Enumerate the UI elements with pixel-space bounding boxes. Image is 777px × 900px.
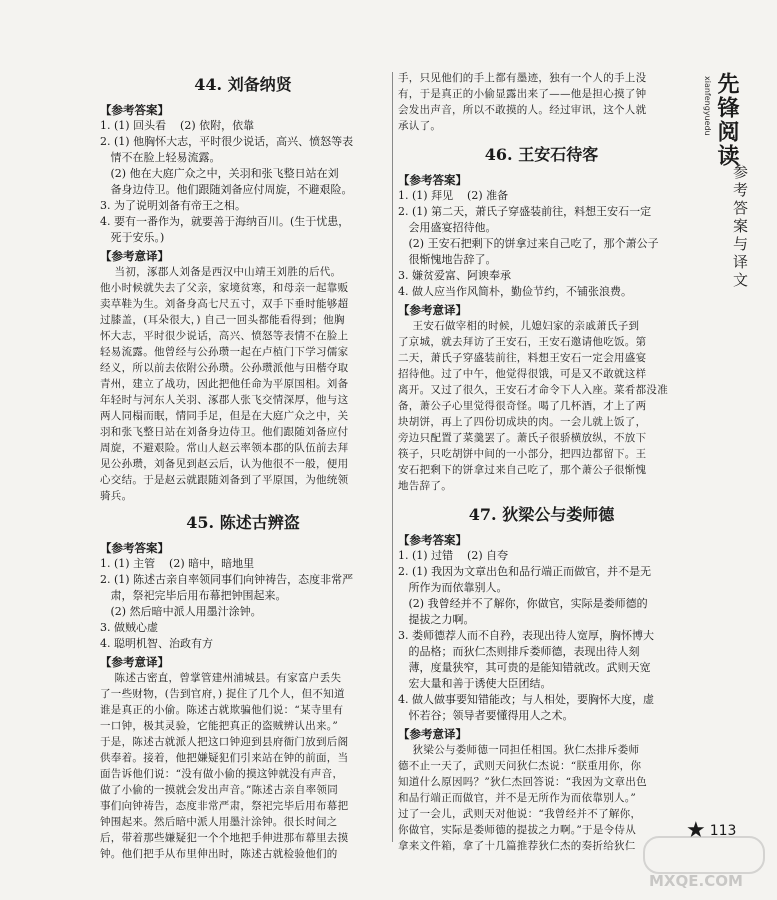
- translation-line: 周旋，不避艰险。常山人赵云率领本郡的队伍前去拜: [100, 442, 349, 454]
- right-column: [398, 70, 685, 854]
- translation-line: 过膝盖，(耳朵很大，) 自己一回头都能看得到；他胸: [100, 314, 345, 326]
- answer-line: (2) 王安石把剩下的饼拿过来自己吃了，那个萧公子: [398, 237, 659, 250]
- translation-46: [398, 318, 685, 494]
- watermark-logo: [643, 836, 765, 874]
- translation-line: 手，只见他们的手上都有墨迹，独有一个人的手上没: [398, 72, 647, 84]
- translation-line: 旁边只配置了菜羹罢了。萧氏子很骄横放纵，不放下: [398, 432, 647, 444]
- answer-line: 死于安乐。): [100, 231, 165, 244]
- translation-line: 见公孙瓒，刘备见到赵云后，认为他很不一般，便用: [100, 458, 349, 470]
- page-number-text: 113: [709, 823, 737, 839]
- translation-45: [100, 670, 386, 862]
- translation-line: 陈述古密直，曾掌管建州浦城县。有家富户丢失: [100, 672, 342, 684]
- translation-line: 过了一会儿，武则天对他说：“我曾经并不了解你，: [398, 808, 642, 820]
- translation-line: 卖草鞋为生。刘备身高七尺五寸，双手下垂时能够超: [100, 298, 349, 310]
- translation-line: 德不止一天了，武则天问狄仁杰说：“朕重用你，你: [398, 760, 642, 772]
- translation-line: 会发出声音，所以不敢摸的人。经过审讯，这个人就: [398, 104, 647, 116]
- translation-44: [100, 264, 386, 504]
- section-title-45: 45. 陈述古辨盗: [186, 513, 300, 532]
- translation-line: 后，带着那些嫌疑犯一个个地把手伸进那布幕里去摸: [100, 832, 349, 844]
- watermark: [643, 836, 765, 894]
- answer-line: 3. 嫌贫爱富、阿谀奉承: [398, 269, 511, 282]
- answer-line: 4. 做人应当作风简朴，勤俭节约，不铺张浪费。: [398, 285, 632, 298]
- section-title-47: 47. 狄梁公与娄师德: [468, 505, 615, 524]
- translation-line: 二天，萧氏子穿盛装前往，料想王安石一定会用盛宴: [398, 352, 647, 364]
- column-divider: [392, 72, 393, 842]
- translation-line: 王安石做宰相的时候，儿媳妇家的亲戚萧氏子到: [398, 320, 640, 332]
- answer-line: 的品格；而狄仁杰则排斥娄师德，表现出待人刻: [398, 645, 640, 658]
- answer-line: 2. (1) 他胸怀大志，平时很少说话，高兴、愤怒等表: [100, 135, 354, 148]
- section-title-46: 46. 王安石待客: [484, 145, 599, 164]
- translation-line: 心交结。于是赵云就跟随刘备到了平原国，为他统领: [100, 474, 349, 486]
- translation-heading-45: 【参考意译】: [100, 655, 169, 669]
- translation-line: 地告辞了。: [398, 480, 452, 492]
- answer-line: 备身边侍卫。他们跟随刘备应付周旋，不避艰险。: [100, 183, 353, 196]
- answer-line: (2) 然后暗中派人用墨汁涂钟。: [100, 605, 262, 618]
- translation-heading-47: 【参考意译】: [398, 727, 467, 741]
- answer-line: 4. 聪明机智、治政有方: [100, 637, 213, 650]
- translation-line: 面告诉他们说：“没有做小偷的摸这钟就没有声音，: [100, 768, 344, 780]
- answer-line: 3. 为了说明刘备有帝王之相。: [100, 199, 246, 212]
- translation-heading-44: 【参考意译】: [100, 249, 169, 263]
- side-section-title: 参考答案与译文: [731, 164, 749, 290]
- answer-line: 1. (1) 回头看 (2) 依附，依靠: [100, 119, 255, 132]
- answer-line: 肃，祭祀完毕后用布幕把钟围起来。: [100, 589, 287, 602]
- answers-heading-46: 【参考答案】: [398, 173, 467, 187]
- translation-line: 谁是真正的小偷。陈述古就欺骗他们说：“某寺里有: [100, 704, 344, 716]
- answer-line: 1. (1) 主管 (2) 暗中，暗地里: [100, 557, 255, 570]
- translation-line: 你做官，实际是娄师德的提拔之力啊。”于是令侍从: [398, 824, 637, 836]
- answer-line: 3. 做贼心虚: [100, 621, 158, 634]
- translation-line: 轻易流露。他曾经与公孙瓒一起在卢植门下学习儒家: [100, 346, 349, 358]
- translation-line: 承认了。: [398, 120, 442, 132]
- translation-line: 备，萧公子心里觉得很奇怪。喝了几杯酒，才上了两: [398, 400, 647, 412]
- translation-47: [398, 742, 685, 854]
- translation-line: 当初，涿郡人刘备是西汉中山靖王刘胜的后代。: [100, 266, 342, 278]
- answer-line: 1. (1) 过错 (2) 自夸: [398, 549, 509, 562]
- translation-line: 拿来文件箱，拿了十几篇推荐狄仁杰的奏折给狄仁: [398, 840, 636, 852]
- answer-line: 很惭愧地告辞了。: [398, 253, 497, 266]
- translation-line: 羽和张飞整日站在刘备身边侍卫。他们跟随刘备应付: [100, 426, 349, 438]
- star-icon: ★: [686, 818, 706, 843]
- side-tab: [703, 72, 761, 402]
- translation-line: 做了小偷的一摸就会发出声音。”陈述古亲自率领同: [100, 784, 339, 796]
- answers-45: [100, 556, 386, 652]
- translation-line: 于是，陈述古就派人把这口钟迎到县府衙门放到后阁: [100, 736, 349, 748]
- brand-logo: 先锋阅读: [714, 72, 739, 168]
- answer-line: 2. (1) 我因为文章出色和品行端正而做官，并不是无: [398, 565, 652, 578]
- translation-45-continued: [398, 70, 685, 134]
- translation-line: 招待他。过了中午，他觉得很饿，可是又不敢就这样: [398, 368, 647, 380]
- translation-line: 供奉着。接着，他把嫌疑犯们引来站在钟的前面，当: [100, 752, 349, 764]
- translation-line: 经义，所以前去依附公孙瓒。公孙瓒派他与田楷夺取: [100, 362, 349, 374]
- translation-line: 怀大志，平时很少说话，高兴、愤怒等表情不在脸上: [100, 330, 349, 342]
- translation-heading-46: 【参考意译】: [398, 303, 467, 317]
- translation-line: 知道什么原因吗？”狄仁杰回答说：“我因为文章出色: [398, 776, 647, 788]
- answer-line: 3. 娄师德荐人而不自矜，表现出待人宽厚，胸怀博大: [398, 629, 654, 642]
- left-column: [100, 70, 386, 862]
- answer-line: 怀若谷；领导者要懂得用人之术。: [398, 709, 574, 722]
- answer-line: 情不在脸上轻易流露。: [100, 151, 221, 164]
- translation-line: 块胡饼，再上了四份切成块的肉。一会儿就上饭了，: [398, 416, 647, 428]
- answers-44: [100, 118, 386, 246]
- translation-line: 他小时候就失去了父亲，家境贫寒，和母亲一起靠贩: [100, 282, 349, 294]
- translation-line: 了一些财物，(告到官府，) 捉住了几个人，但不知道: [100, 688, 345, 700]
- answer-line: 1. (1) 拜见 (2) 准备: [398, 189, 509, 202]
- translation-line: 事们向钟祷告，态度非常严肃，祭祀完毕后用布幕把: [100, 800, 349, 812]
- answers-heading-47: 【参考答案】: [398, 533, 467, 547]
- translation-line: 一口钟，极其灵验，它能把真正的盗贼辨认出来。”: [100, 720, 339, 732]
- answers-47: [398, 548, 685, 724]
- answer-line: 2. (1) 陈述古亲自率领同事们向钟祷告，态度非常严: [100, 573, 354, 586]
- answer-line: 宏大量和善于诱使大臣团结。: [398, 677, 552, 690]
- translation-line: 骑兵。: [100, 490, 133, 502]
- answer-line: 提拔之力啊。: [398, 613, 475, 626]
- answer-line: 会用盛宴招待他。: [398, 221, 497, 234]
- answer-line: (2) 他在大庭广众之中，关羽和张飞整日站在刘: [100, 167, 339, 180]
- answer-line: 4. 做人做事要知错能改；与人相处，要胸怀大度，虚: [398, 693, 654, 706]
- translation-line: 有，于是真正的小偷显露出来了——他是担心摸了钟: [398, 88, 647, 100]
- translation-line: 离开。又过了很久，王安石才命令下人入座。菜肴都没准: [398, 384, 668, 396]
- translation-line: 筷子，只吃胡饼中间的一小部分，把四边都留下。王: [398, 448, 647, 460]
- translation-line: 钟。他们把手从布里伸出时，陈述古就检验他们的: [100, 848, 338, 860]
- translation-line: 了京城，就去拜访了王安石，王安石邀请他吃饭。第: [398, 336, 647, 348]
- translation-line: 两人同榻而眠，情同手足，但是在大庭广众之中，关: [100, 410, 349, 422]
- translation-line: 年轻时与河东人关羽、涿郡人张飞交情深厚，他与这: [100, 394, 349, 406]
- translation-line: 钟围起来。然后暗中派人用墨汁涂钟。很长时间之: [100, 816, 338, 828]
- watermark-url: MXQE.COM: [649, 872, 743, 890]
- answer-line: 所作为而依靠别人。: [398, 581, 508, 594]
- translation-line: 和品行端正而做官，并不是无所作为而依靠别人。”: [398, 792, 637, 804]
- answers-46: [398, 188, 685, 300]
- answers-heading-44: 【参考答案】: [100, 103, 169, 117]
- brand-pinyin: xianfengyuedu: [703, 76, 712, 136]
- translation-line: 青州，建立了战功，因此把他任命为平原国相。刘备: [100, 378, 349, 390]
- translation-line: 狄梁公与娄师德一同担任相国。狄仁杰排斥娄师: [398, 744, 640, 756]
- answer-line: 薄，度量狭窄，其可贵的是能知错就改。武则天宽: [398, 661, 651, 674]
- answer-line: 2. (1) 第二天，萧氏子穿盛装前往，料想王安石一定: [398, 205, 652, 218]
- translation-line: 安石把剩下的饼拿过来自己吃了，那个萧公子很惭愧: [398, 464, 647, 476]
- answer-line: (2) 我曾经并不了解你，你做官，实际是娄师德的: [398, 597, 648, 610]
- section-title-44: 44. 刘备纳贤: [194, 75, 292, 94]
- answers-heading-45: 【参考答案】: [100, 541, 169, 555]
- answer-line: 4. 要有一番作为，就要善于海纳百川。(生于忧患，: [100, 215, 350, 228]
